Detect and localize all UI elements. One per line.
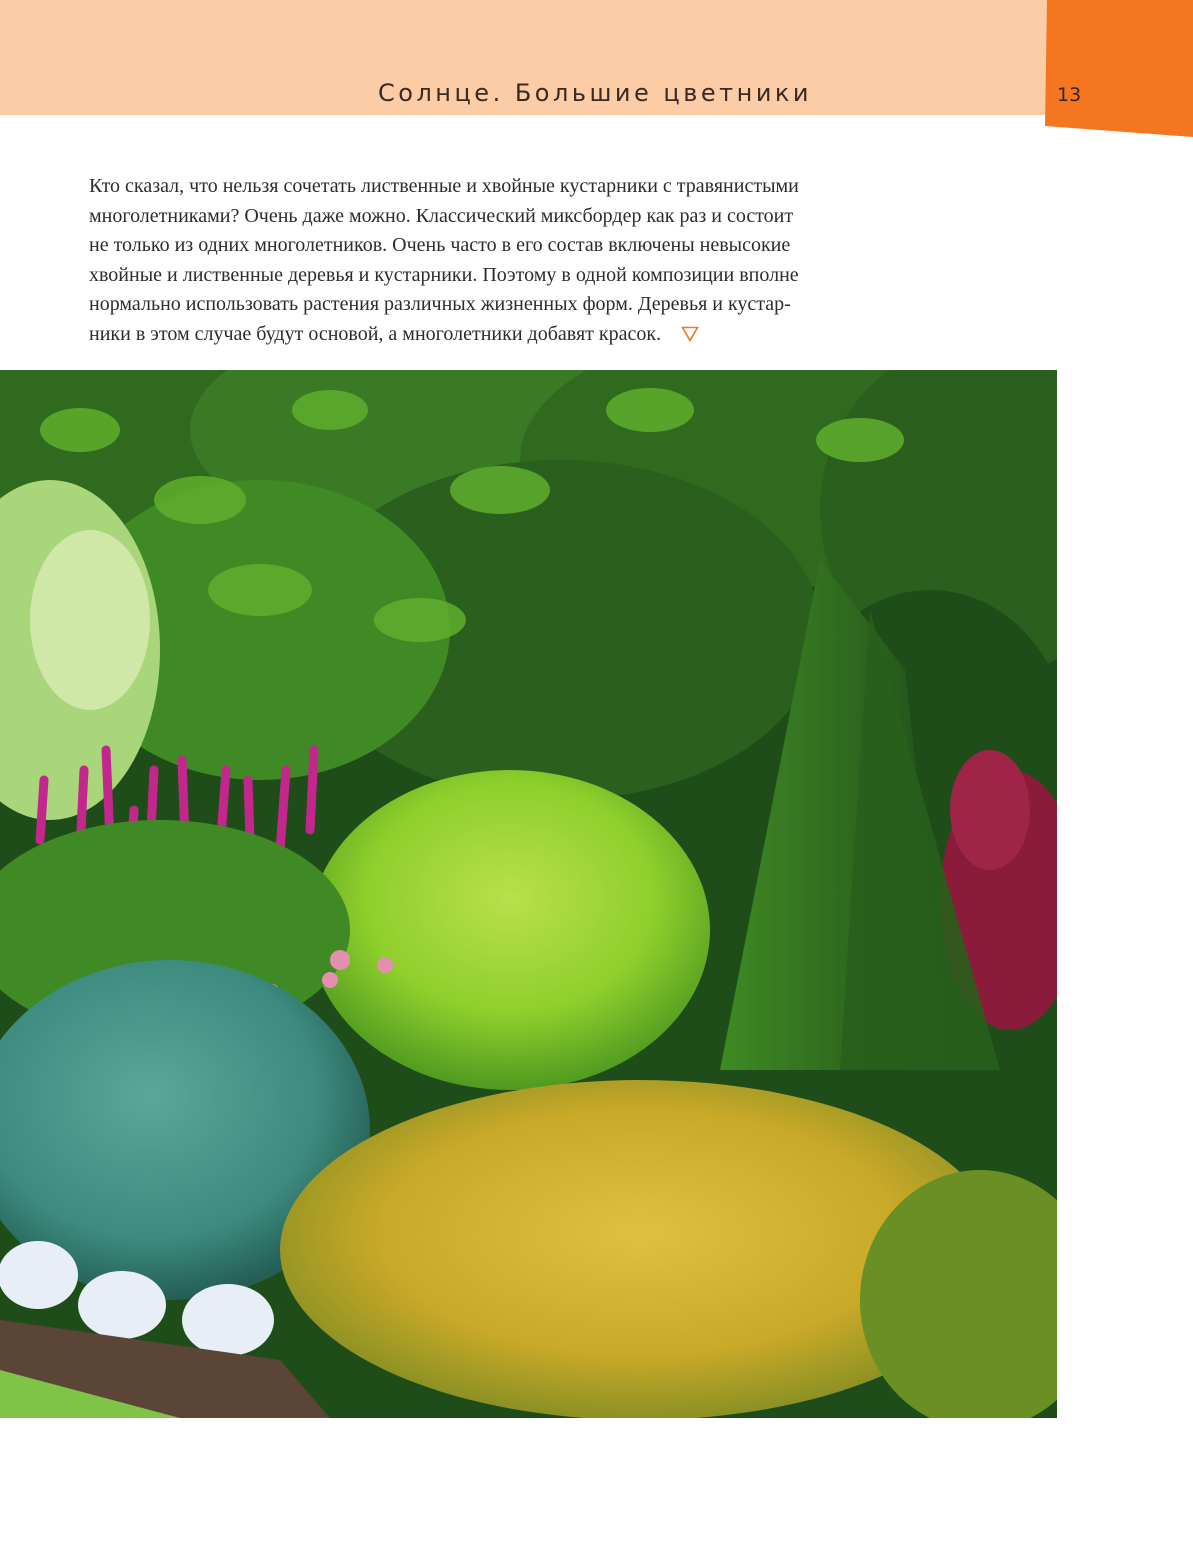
page-number-tab — [1045, 0, 1193, 137]
triangle-down-outline-icon — [681, 326, 699, 342]
lime-shrub — [310, 770, 710, 1090]
section-title: Солнце. Большие цветники — [378, 79, 813, 107]
paragraph-line: хвойные и лиственные деревья и кустарники. Поэтому в одной композиции вполне — [89, 263, 799, 286]
body-paragraph — [89, 172, 889, 349]
page-number: 13 — [1057, 84, 1082, 106]
page-tab-shape — [1045, 0, 1193, 137]
paragraph-line: нормально использовать растения различных жизненных форм. Деревья и кустар- — [89, 293, 791, 315]
garden-illustration — [0, 370, 1057, 1418]
paragraph-line: Кто сказал, что нельзя сочетать лиственные и хвойные кустарники с травянистыми — [89, 175, 799, 197]
paragraph-line: многолетниками? Очень даже можно. Классический миксбордер как раз и состоит — [89, 204, 794, 227]
garden-photo — [0, 370, 1057, 1418]
paragraph-line-last — [89, 320, 889, 350]
paragraph-line-text: ники в этом случае будут основой, а многолетники добавят красок. — [89, 322, 662, 345]
paragraph-line: не только из одних многолетников. Очень часто в его состав включены невысокие — [89, 234, 791, 256]
